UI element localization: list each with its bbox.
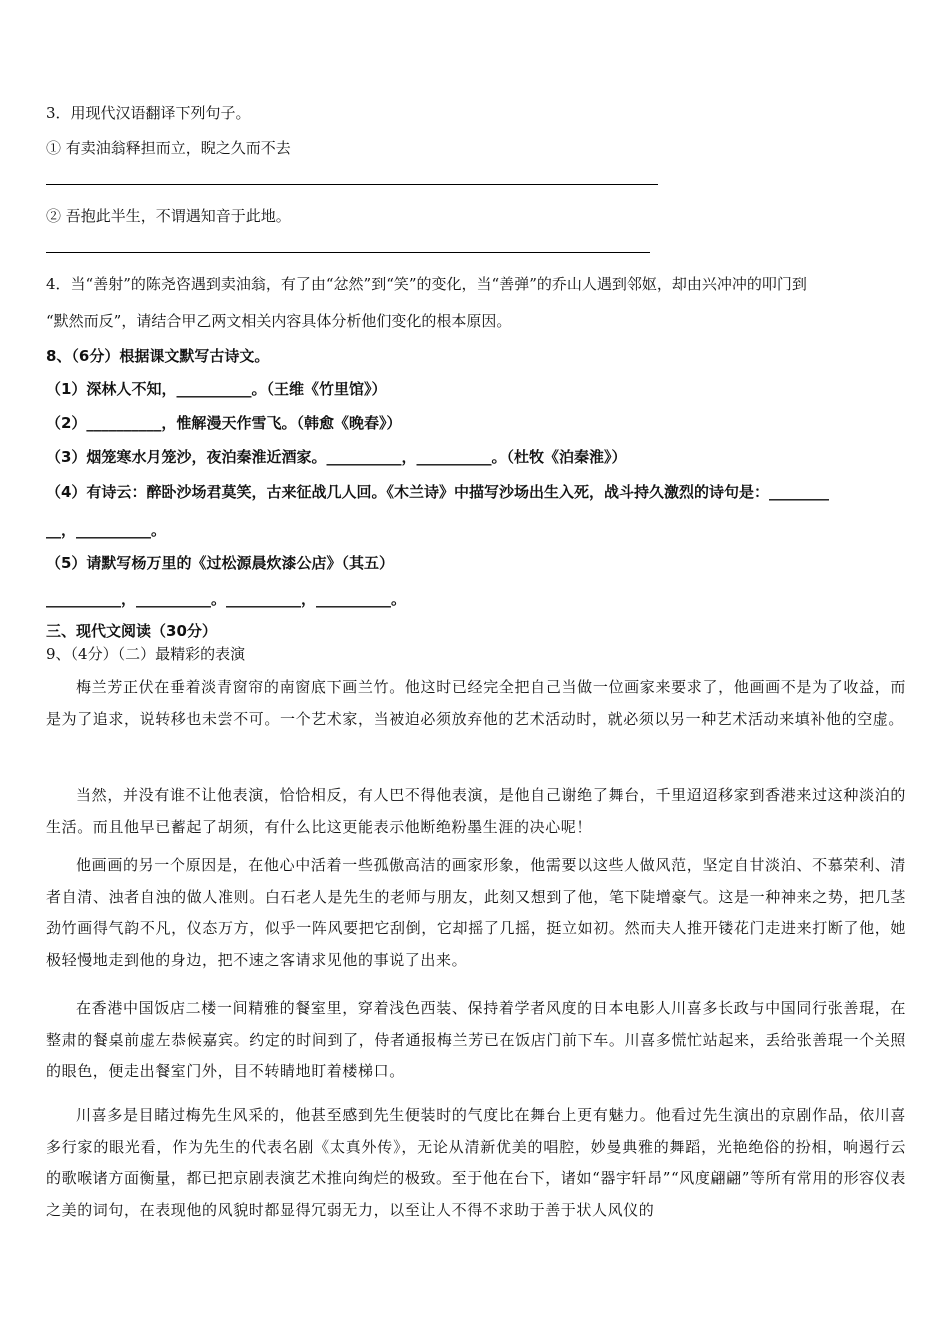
q8-item-1: （1）深林人不知，__________。（王维《竹里馆》） xyxy=(46,380,387,398)
q8-item-5-title: （5）请默写杨万里的《过松源晨炊漆公店》（其五） xyxy=(46,554,394,572)
article-paragraph: 梅兰芳正伏在垂着淡青窗帘的南窗底下画兰竹。他这时已经完全把自己当做一位画家来要求了，他画画不是为了收益，而是为了追求，说转移也未尝不可。一个艺术家，当被迫必须放弃他的艺术活动时，就必须以另一种艺术活动来填补他的空虚。 xyxy=(46,678,906,728)
q8-item-4-line-2: __，__________。 xyxy=(46,521,167,539)
article-paragraph: 在香港中国饭店二楼一间精雅的餐室里，穿着浅色西装、保持着学者风度的日本电影人川喜多长政与中国同行张善琨，在整肃的餐桌前虚左恭候嘉宾。约定的时间到了，侍者通报梅兰芳已在饭店门前下车。川喜多慌忙站起来，丢给张善琨一个关照的眼色，便走出餐室门外，目不转睛地盯着楼梯口。 xyxy=(46,999,906,1080)
q3-item-2: ② 吾抱此半生，不谓遇知音于此地。 xyxy=(46,207,291,225)
article-paragraph: 他画画的另一个原因是，在他心中活着一些孤傲高洁的画家形象，他需要以这些人做风范，坚定自甘淡泊、不慕荣利、清者自清、浊者自浊的做人准则。白石老人是先生的老师与朋友，此刻又想到了他，笔下陡增豪气。这是一种神来之势，把几茎劲竹画得气韵不凡，仪态万方，似乎一阵风要把它刮倒，它却摇了几摇，挺立如初。然而夫人推开镂花门走进来打断了他，她极轻慢地走到他的身边，把不速之客请求见他的事说了出来。 xyxy=(46,856,906,969)
q9-title: 9、（4分）（二）最精彩的表演 xyxy=(46,645,246,663)
q3-item-1: ① 有卖油翁释担而立，睨之久而不去 xyxy=(46,139,291,157)
q4-line-2: “默然而反”，请结合甲乙两文相关内容具体分析他们变化的根本原因。 xyxy=(46,312,512,330)
q4-line-1: 4．当“善射”的陈尧咨遇到卖油翁，有了由“忿然”到“笑”的变化，当“善弹”的乔山人遇到邻妪，却由兴冲冲的叩门到 xyxy=(46,275,807,293)
q8-item-3: （3）烟笼寒水月笼沙，夜泊秦淮近酒家。__________，__________。（杜牧《泊秦淮》） xyxy=(46,448,627,466)
article-paragraph: 川喜多是目睹过梅先生风采的，他甚至感到先生便装时的气度比在舞台上更有魅力。他看过先生演出的京剧作品，依川喜多行家的眼光看，作为先生的代表名剧《太真外传》，无论从清新优美的唱腔，妙曼典雅的舞蹈，光艳绝俗的扮相，响遏行云的歌喉诸方面衡量，都已把京剧表演艺术推向绚烂的极致。至于他在台下，诸如“器宇轩昂”“风度翩翩”等所有常用的形容仪表之美的词句，在表现他的风貌时都显得冗弱无力，以至让人不得不求助于善于状人风仪的 xyxy=(46,1106,906,1219)
q3-title: 3．用现代汉语翻译下列句子。 xyxy=(46,104,251,122)
section-3-title: 三、现代文阅读（30分） xyxy=(46,622,217,640)
answer-line-1[interactable] xyxy=(46,184,658,185)
q8-title: 8、（6分）根据课文默写古诗文。 xyxy=(46,347,270,365)
q8-item-4-line-1: （4）有诗云：醉卧沙场君莫笑，古来征战几人回。《木兰诗》中描写沙场出生入死，战斗持久激烈的诗句是：________ xyxy=(46,483,829,501)
q8-item-2: （2）__________，惟解漫天作雪飞。（韩愈《晚春》） xyxy=(46,414,402,432)
q8-item-5-blanks: __________，__________。__________，__________。 xyxy=(46,590,407,608)
answer-line-2[interactable] xyxy=(46,252,650,253)
article-paragraph: 当然，并没有谁不让他表演，恰恰相反，有人巴不得他表演，是他自己谢绝了舞台，千里迢迢移家到香港来过这种淡泊的生活。而且他早已蓄起了胡须，有什么比这更能表示他断绝粉墨生涯的决心呢！ xyxy=(46,786,906,836)
